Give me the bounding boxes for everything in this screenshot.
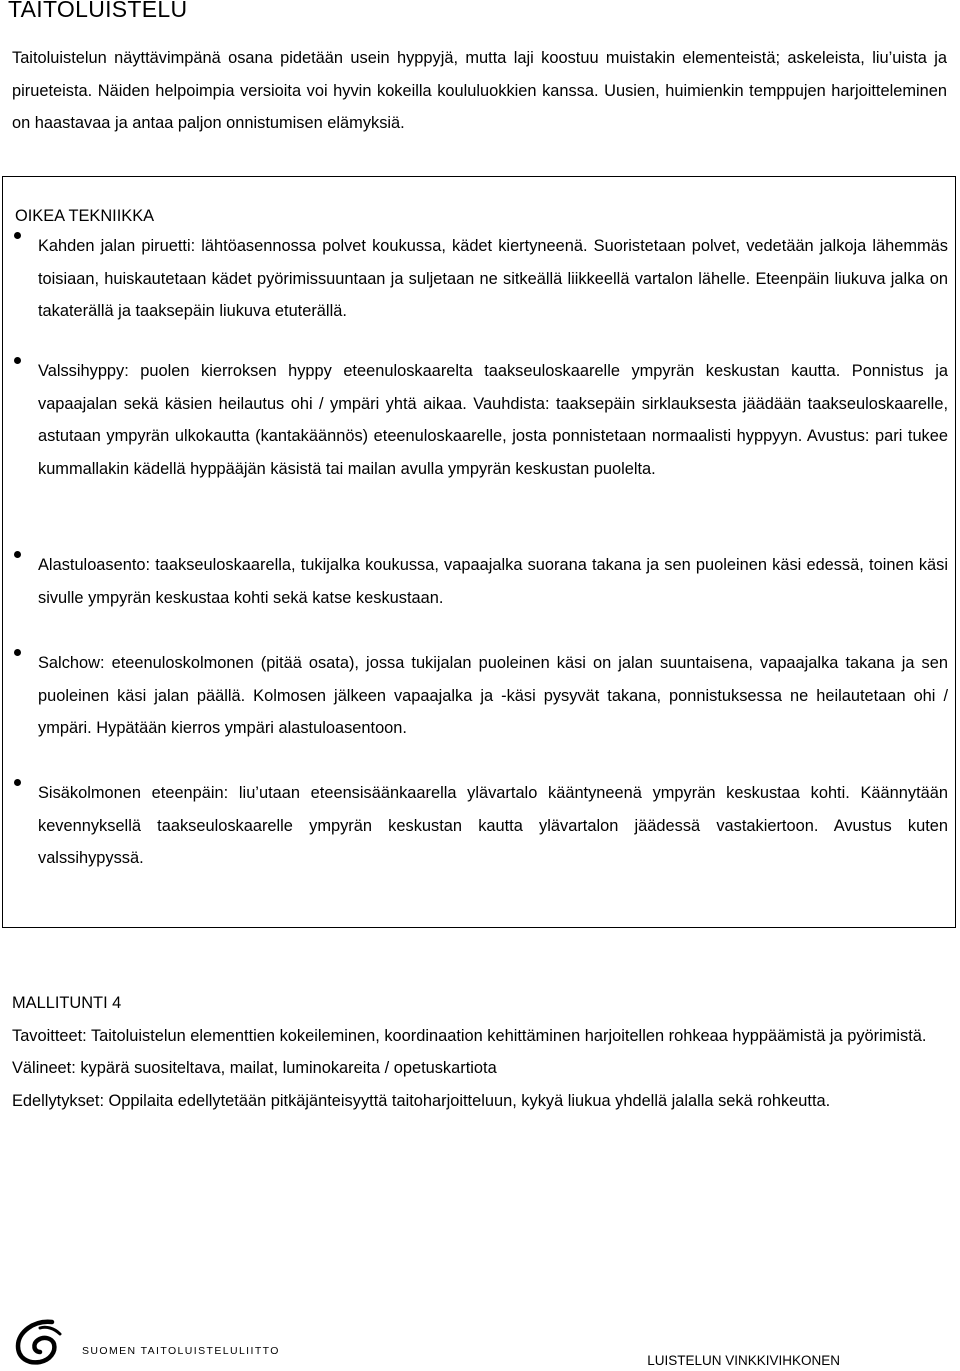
bullet-icon <box>14 649 21 656</box>
page-title: TAITOLUISTELU <box>8 0 188 22</box>
federation-logo-text: SUOMEN TAITOLUISTELULIITTO <box>82 1345 280 1357</box>
bullet-icon <box>14 357 21 364</box>
bullet-icon <box>14 779 21 786</box>
technique-item-salchow: Salchow: eteenuloskolmonen (pitää osata), jossa tukijalan puoleinen käsi on jalan suuntaisena, vapaajalka takana ja sen puoleinen käsi jalan päällä. Kolmosen jälkeen vapaajalka ja -käsi pysyvät takana, ponnistuksessa ne heilautetaan ohi / ympäri. Hypätään kierros ympäri alastuloasentoon. <box>38 654 948 737</box>
lesson-plan <box>12 987 947 1117</box>
lesson-goals: Tavoitteet: Taitoluistelun elementtien kokeileminen, koordinaation kehittäminen harjoitellen rohkeaa hyppäämistä ja pyörimistä. <box>12 1026 927 1045</box>
technique-title: OIKEA TEKNIIKKA <box>15 207 155 225</box>
intro-paragraph: Taitoluistelun näyttävimpänä osana pidetään usein hyppyjä, mutta laji koostuu muistakin elementeistä; askeleista, liu’uista ja pirueteista. Näiden helpoimpia versioita voi hyvin kokeilla koululuokkien kanssa. Uusien, huimienkin temppujen harjoitteleminen on haastavaa ja antaa paljon onnistumisen elämyksiä. <box>12 49 947 132</box>
lesson-equipment: Välineet: kypärä suositeltava, mailat, luminokareita / opetuskartiota <box>12 1059 497 1077</box>
footer-title: LUISTELUN VINKKIVIHKONEN <box>647 1353 840 1368</box>
technique-item-landing-position: Alastuloasento: taakseuloskaarella, tukijalka koukussa, vapaajalka suorana takana ja sen puoleinen käsi edessä, toinen käsi sivulle ympyrän keskustaa kohti sekä katse keskustaan. <box>38 556 948 607</box>
bullet-icon <box>14 551 21 558</box>
technique-box <box>2 176 956 928</box>
federation-logo <box>12 1318 282 1366</box>
federation-logo-icon <box>12 1318 74 1366</box>
lesson-prerequisites: Edellytykset: Oppilaita edellytetään pitkäjänteisyyttä taitoharjoitteluun, kykyä liukua yhdellä jalalla sekä rohkeutta. <box>12 1091 831 1110</box>
technique-item-two-foot-spin: Kahden jalan piruetti: lähtöasennossa polvet koukussa, kädet kiertyneenä. Suoristetaan polvet, vedetään jalkoja lähemmäs toisiaan, huiskautetaan kädet pyörimissuuntaan ja suljetaan ne sitkeällä liikkeellä vartalon lähelle. Eteenpäin liukuva jalka on takaterällä ja taaksepäin liukuva etuterällä. <box>38 237 948 320</box>
technique-item-waltz-jump: Valssihyppy: puolen kierroksen hyppy eteenuloskaarelta taakseuloskaarelle ympyrän keskustan kautta. Ponnistus ja vapaajalan sekä käsien heilautus ohi / ympäri yhtä aikaa. Vauhdista: taaksepäin sirklauksesta jäädään taakseuloskaarelle, astutaan ympyrän ulkokautta (kantakäännös) eteenuloskaarelle, josta ponnistetaan normaalisti hyppyyn. Avustus: pari tukee kummallakin kädellä hyppääjän käsistä tai mailan avulla ympyrän keskustan puolelta. <box>38 362 948 478</box>
technique-item-inside-three: Sisäkolmonen eteenpäin: liu’utaan eteensisäänkaarella ylävartalo kääntyneenä ympyrän keskustaa kohti. Käännytään kevennyksellä taakseuloskaarelle ympyrän keskustan kautta ylävartalon jäädessä vastakiertoon. Avustus kuten valssihypyssä. <box>38 784 948 867</box>
bullet-icon <box>14 232 21 239</box>
lesson-title: MALLITUNTI 4 <box>12 994 122 1012</box>
